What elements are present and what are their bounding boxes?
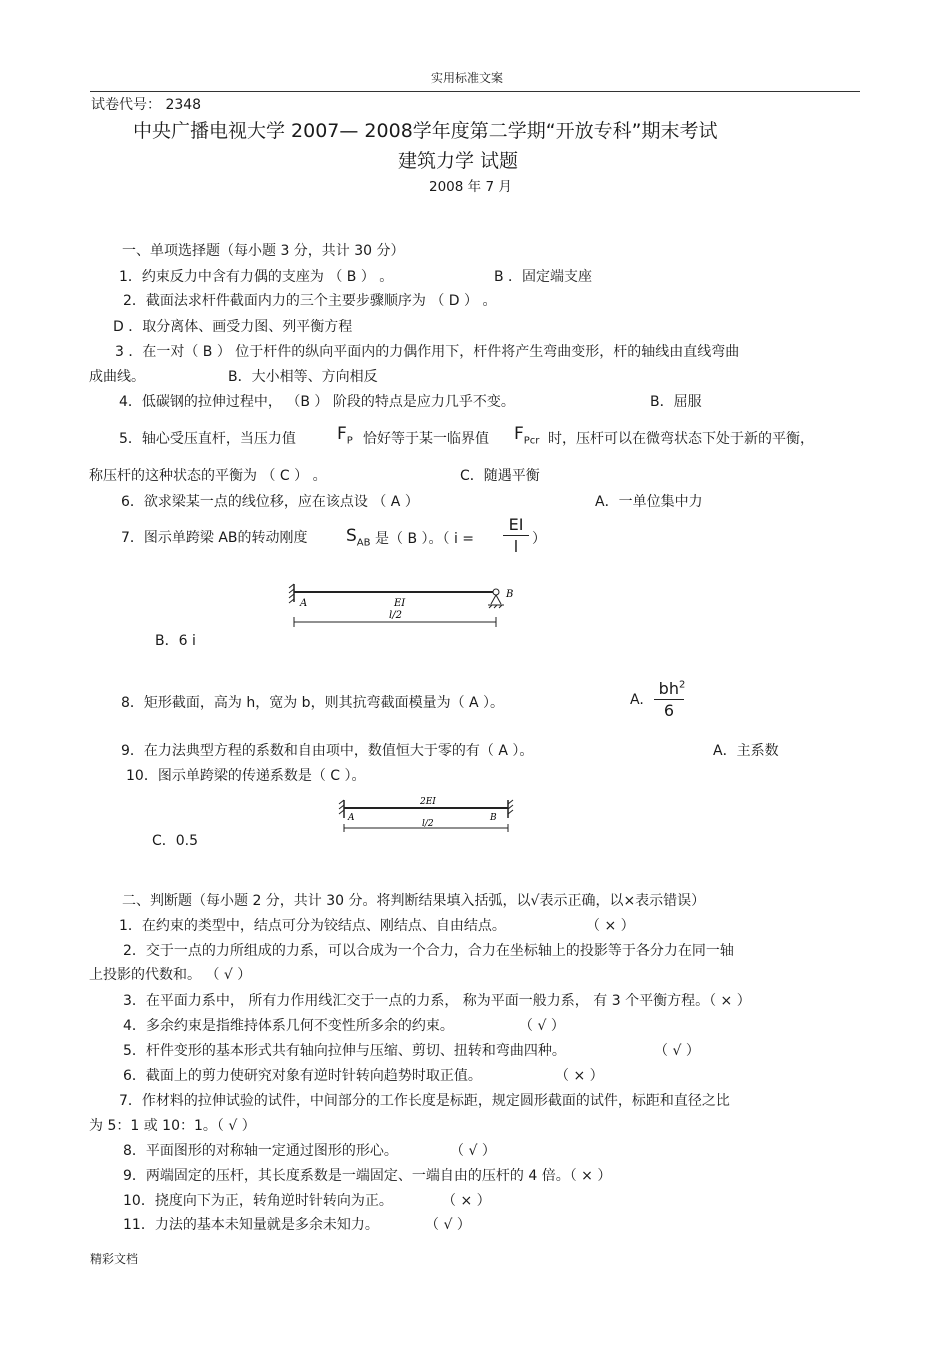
section2-heading: 二、判断题（每小题 2 分，共计 30 分。将判断结果填入括弧，以√表示正确，以×表示错误） xyxy=(122,893,706,909)
q3-line2: 成曲线。 xyxy=(89,369,145,385)
q8-fraction: $bh^2$ 6 xyxy=(654,679,690,720)
judge-item-3: 3．在平面力系中， 所有力作用线汇交于一点的力系， 称为平面一般力系， 有 3 个平衡方程。（ × ） xyxy=(123,993,751,1009)
judge-mark-8: （ √ ） xyxy=(450,1143,496,1159)
q1-text: 1．约束反力中含有力偶的支座为 （ B ） 。 xyxy=(119,269,394,285)
q7-fig-label-a: A xyxy=(300,598,308,609)
q10-text: 10．图示单跨梁的传递系数是（ C ）。 xyxy=(126,768,366,784)
judge-item-9: 9．两端固定的压杆，其长度系数是一端固定、一端自由的压杆的 4 倍。（ × ） xyxy=(123,1168,612,1184)
q8-answer-letter: A. xyxy=(630,692,644,708)
judge-mark-4: （ √ ） xyxy=(519,1018,565,1034)
q4-text: 4．低碳钢的拉伸过程中， （B ） 阶段的特点是应力几乎不变。 xyxy=(119,394,515,410)
q4-answer: B．屈服 xyxy=(650,394,702,410)
judge-item-7-line2: 为 5：1 或 10：1。（ √ ） xyxy=(89,1118,256,1134)
q2-text: 2．截面法求杆件截面内力的三个主要步骤顺序为 （ D ） 。 xyxy=(123,293,497,309)
q5-line2: 称压杆的这种状态的平衡为 （ C ） 。 xyxy=(89,468,327,484)
judge-item-7: 7．作材料的拉伸试验的试件，中间部分的工作长度是标距，规定圆形截面的试件，标距和直径之比 xyxy=(119,1093,730,1109)
q7-answer: B．6 i xyxy=(155,633,196,649)
judge-mark-5: （ √ ） xyxy=(654,1043,700,1059)
q5-text-b: 恰好等于某一临界值 xyxy=(363,431,489,447)
judge-item-1: 1．在约束的类型中，结点可分为铰结点、刚结点、自由结点。 xyxy=(119,918,506,934)
judge-item-2-line2: 上投影的代数和。 （ √ ） xyxy=(89,967,252,983)
judge-item-6: 6．截面上的剪力使研究对象有逆时针转向趋势时取正值。 xyxy=(123,1068,482,1084)
q3-answer: B．大小相等、方向相反 xyxy=(228,369,378,385)
exam-title: 中央广播电视大学 2007— 2008学年度第二学期“开放专科”期末考试 xyxy=(133,120,718,142)
section1-heading: 一、单项选择题（每小题 3 分，共计 30 分） xyxy=(122,243,405,259)
q3-line1: 3 ．在一对（ B ） 位于杆件的纵向平面内的力偶作用下，杆件将产生弯曲变形，杆的轴线由直线弯曲 xyxy=(115,344,740,360)
q7-fraction: EI l xyxy=(503,515,529,556)
q5-fp: $F_P$ xyxy=(337,424,353,447)
q7-fig-label-ei: EI xyxy=(394,598,406,609)
exam-subject: 建筑力学 试题 xyxy=(398,150,519,172)
judge-mark-10: （ × ） xyxy=(442,1193,491,1209)
exam-code: 试卷代号： 2348 xyxy=(91,97,202,113)
judge-item-2: 2．交于一点的力所组成的力系，可以合成为一个合力，合力在坐标轴上的投影等于各分力在同一轴 xyxy=(123,943,734,959)
q1-answer: B ．固定端支座 xyxy=(494,269,593,285)
header-rule xyxy=(90,91,860,92)
judge-item-4: 4．多余约束是指维持体系几何不变性所多余的约束。 xyxy=(123,1018,454,1034)
q9-text: 9．在力法典型方程的系数和自由项中，数值恒大于零的有（ A ）。 xyxy=(121,743,534,759)
exam-date: 2008 年 7 月 xyxy=(429,179,512,195)
q7-fig-label-length: l/2 xyxy=(389,610,402,621)
judge-item-10: 10．挠度向下为正，转角逆时针转向为正。 xyxy=(123,1193,393,1209)
q2-answer: D ．取分离体、画受力图、列平衡方程 xyxy=(113,319,353,335)
q10-answer: C．0.5 xyxy=(152,833,199,849)
q5-answer: C．随遇平衡 xyxy=(460,468,540,484)
q9-answer: A．主系数 xyxy=(713,743,779,759)
q10-fig-label-length: l/2 xyxy=(422,819,434,829)
q8-text: 8．矩形截面，高为 h，宽为 b，则其抗弯截面模量为（ A ）。 xyxy=(121,695,505,711)
q5-text-a: 5．轴心受压直杆，当压力值 xyxy=(119,431,296,447)
judge-item-11: 11．力法的基本未知量就是多余未知力。 xyxy=(123,1217,379,1233)
q5-text-c: 时，压杆可以在微弯状态下处于新的平衡， xyxy=(548,431,814,447)
judge-mark-6: （ × ） xyxy=(555,1068,604,1084)
q7-stiffness-symbol: $S_{AB}$ xyxy=(346,526,371,549)
q7-beam-figure xyxy=(288,580,518,630)
q7-text: 7．图示单跨梁 AB的转动刚度 xyxy=(121,530,308,546)
q6-answer: A．一单位集中力 xyxy=(595,494,703,510)
judge-item-8: 8．平面图形的对称轴一定通过图形的形心。 xyxy=(123,1143,398,1159)
judge-mark-1: （ × ） xyxy=(586,918,635,934)
q7-text-after: 是（ B ）。（ i = xyxy=(375,531,475,547)
q6-text: 6．欲求梁某一点的线位移，应在该点设 （ A ） xyxy=(121,494,419,510)
q7-fig-label-b: B xyxy=(506,589,514,600)
q10-fig-label-b: B xyxy=(490,813,497,823)
q10-fig-label-ei: 2EI xyxy=(420,797,436,807)
q5-fpcr: $F_{Pcr}$ xyxy=(514,424,540,447)
q10-beam-figure xyxy=(338,796,518,836)
q7-close: ） xyxy=(532,531,546,547)
running-header: 实用标准文案 xyxy=(431,71,504,85)
q10-fig-label-a: A xyxy=(348,813,355,823)
page-footer: 精彩文档 xyxy=(90,1252,139,1266)
judge-item-5: 5．杆件变形的基本形式共有轴向拉伸与压缩、剪切、扭转和弯曲四种。 xyxy=(123,1043,566,1059)
judge-mark-11: （ √ ） xyxy=(425,1217,471,1233)
